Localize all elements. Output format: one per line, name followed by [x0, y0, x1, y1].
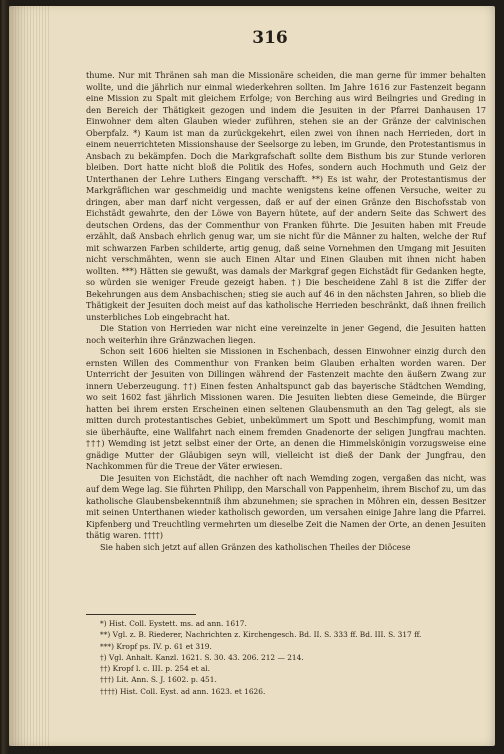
footnote: ***) Kropf ps. IV. p. 61 et 319.: [100, 641, 212, 651]
paragraph: Die Jesuiten von Eichstädt, die nachher oft nach Wemding zogen, vergaßen das nicht, was auf dem Wege lag. Sie führten Philipp, den Marschall von Pappenheim, ihrem Bischof zu, um das katholische Glaubensbekenntniß ihm abzunehmen; sie sprachen in Möhren ein, dessen Besitzer mit seinen Unterthanen wieder katholisch geworden, um versahen einige Jahre lang die Pfarrei. Kipfenberg und Treuchtling vermehrten um dieselbe Zeit die Namen der Orte, an denen Jesuiten thätig waren. ††††): [86, 472, 486, 540]
footnote: †) Vgl. Anhalt. Kanzl. 1621. S. 30. 43. 206. 212 — 214.: [100, 652, 304, 662]
main-text: [86, 70, 486, 553]
paragraph: Sie haben sich jetzt auf allen Gränzen des katholischen Theiles der Diöcese: [100, 541, 411, 552]
footnotes: [100, 618, 480, 697]
footnote: *) Hist. Coll. Eystett. ms. ad ann. 1617.: [100, 619, 247, 628]
footnote: **) Vgl. z. B. Riederer, Nachrichten z. Kirchengesch. Bd. II. S. 333 ff. Bd. III. S. 317 ff.: [100, 630, 422, 640]
paragraph: thume. Nur mit Thränen sah man die Missionäre scheiden, die man gerne für immer behalten wollte, und die jährlich nur einmal wiederkehren sollten. Im Jahre 1616 zur Fastenzeit begann eine Mission zu Spalt mit gleichem Erfolge; von Berching aus wird Beilngries und Greding in den Bereich der Thätigkeit gezogen und indem die Jesuiten in der Pfarrei Danhausen 17 Einwohner dem alten Glauben wieder zuführen, stehen sie an der Gränze der calvinischen Oberpfalz. *) Kaum ist man da zurückgekehrt, eilen zwei von ihnen nach Herrieden, dort in einem neuerrichteten Missionshause der Seelsorge zu leben, im Grunde, den Protestantismus in Ansbach zu bekämpfen. Doch die Markgrafschaft sollte dem Bisthum bis zur Stunde verloren bleiben. Dort hatte nicht bloß die Politik des Hofes, sondern auch Hochmuth und Geiz der Unterthanen der Lehre Luthers Eingang verschafft. **) Es ist wahr, der Protestantismus der Markgräflichen war geschmeidig und machte wenigstens keine offenen Versuche, weiter zu dringen, aber man darf nicht vergessen, daß er auf der einen Gränze den Bischofsstab von Eichstädt gewahrte, den der Löwe von Bayern hütete, auf der andern Seite das Schwert des deutschen Ordens, das der Commenthur von Franken führte. Die Jesuiten haben mit Freude erzählt, daß Ansbach ehrlich genug war, um sie nicht für die Männer zu halten, welche der Ruf mit schwarzen Farben schilderte, artig genug, daß seine Vornehmen den Umgang mit Jesuiten nicht verschmähten, wenn sie auch Einen Altar und Einen Glauben mit ihnen nicht haben wollten. ***) Hätten sie gewußt, was damals der Markgraf gegen Eichstädt für Gedanken hegte, so würden sie weniger Freude gezeigt haben. †) Die bescheidene Zahl 8 ist die Ziffer der Bekehrungen aus dem Ansbachischen; stieg sie auch auf 46 in den nächsten Jahren, so blieb die Thätigkeit der Jesuiten doch meist auf das katholische Herrieden beschränkt, daß ihnen freilich unsterbliches Lob eingebracht hat.: [86, 70, 486, 322]
page-number: 316: [252, 28, 288, 48]
footnote: ††) Kropf l. c. III. p. 254 et al.: [100, 664, 210, 674]
footnote: ††††) Hist. Coll. Eyst. ad ann. 1623. et 1626.: [100, 686, 266, 696]
paragraph: Die Station von Herrieden war nicht eine vereinzelte in jener Gegend, die Jesuiten hatten noch weiterhin ihre Gränzwachen liegen.: [86, 323, 486, 345]
paragraph: Schon seit 1606 hielten sie Missionen in Eschenbach, dessen Einwohner einzig durch den ernsten Willen des Commenthur von Franken beim Glauben erhalten worden waren. Der Unterricht der Jesuiten von Dillingen während der Fastenzeit machte den äußern Zwang zur innern Ueberzeugung. ††) Einen festen Anhaltspunct gab das bayerische Städtchen Wemding, wo seit 1602 fast jährlich Missionen waren. Die Jesuiten liebten diese Gemeinde, die Bürger hatten bei ihrem ersten Erscheinen einen seltenen Glaubensmuth an den Tag gelegt, als sie mitten durch protestantisches Gebiet, unbekümmert um Spott und Beschimpfung, womit man sie überhäufte, eine Wallfahrt nach einem fremden Gnadenorte der seligen Jungfrau machten. †††) Wemding ist jetzt selbst einer der Orte, an denen die Himmelskönigin vorzugsweise eine gnädige Mutter der Gläubigen seyn will, vielleicht ist dieß der Dank der Jungfrau, den Nachkommen für die Treue der Väter erwiesen.: [86, 346, 486, 471]
footnote: †††) Lit. Ann. S. J. 1602. p. 451.: [100, 675, 217, 685]
footnote-divider: [86, 614, 196, 615]
page-edge-gutter: [9, 6, 49, 746]
